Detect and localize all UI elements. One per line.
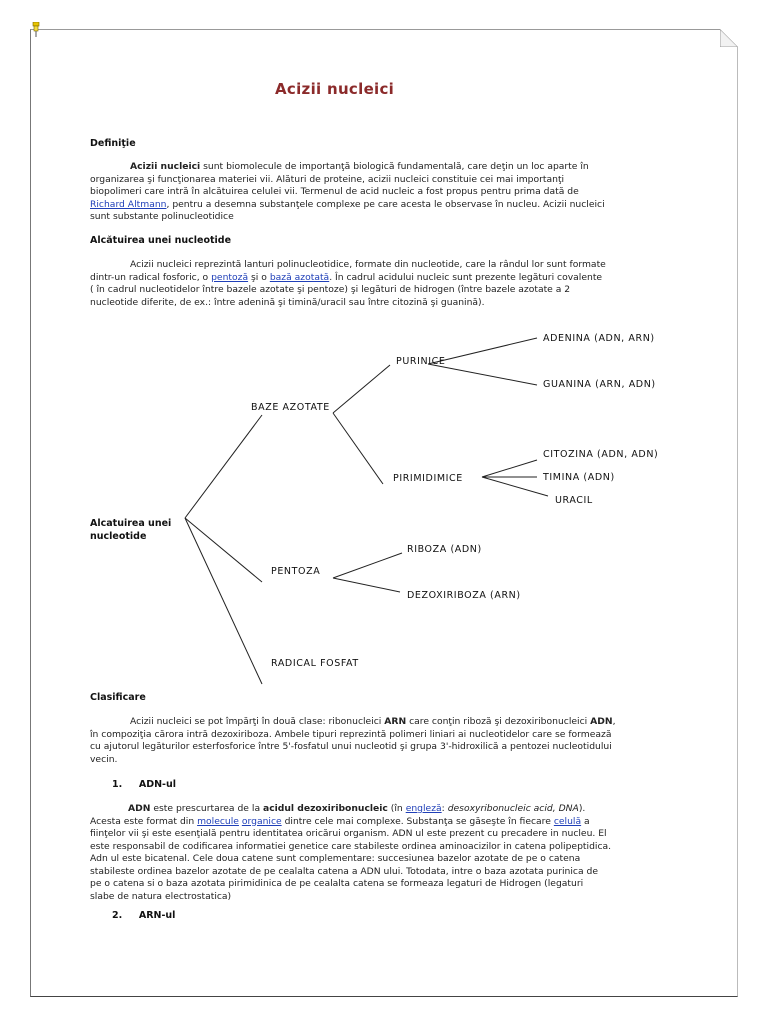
branch-purinice-guanina [428, 364, 537, 385]
node-dezoxiriboza: DEZOXIRIBOZA (ARN) [407, 590, 521, 601]
node-timina: TIMINA (ADN) [543, 472, 615, 483]
paragraph-definitie: Acizii nucleici sunt biomolecule de importanţă biologică fundamentală, care deţin un loc aparte în organizarea şi funcţionarea materiei vii. Alături de proteine, acizii nucleici constituie cei mai importanţi biopolimeri care intră în alcătuirea celulei vii. Termenul de acid nucleic a fost propus pentru prima dată de Richard Altmann, pentru a desemna substanţele complexe pe care acesta le observase în nucleu. Acizii nucleici sunt substante polinucleotidice [90, 161, 605, 222]
term-acizii-nucleici: Acizii nucleici [130, 161, 201, 172]
heading-definitie: Definiţie [90, 138, 136, 149]
branch-pirim-uracil [482, 477, 548, 496]
branch-root-pentoza [185, 518, 262, 582]
heading-adn: 1. ADN-ul [112, 779, 177, 790]
branch-pentoza-riboza [333, 553, 402, 578]
node-purinice: PURINICE [396, 356, 446, 367]
paragraph-adn: ADN este prescurtarea de la acidul dezoxiribonucleic (în engleză: desoxyribonucleic acid, DNA). Acesta este format din molecule organice dintre cele mai complexe. Substanţa se găseşte în fiecare celulă a fiinţelor vii şi este esenţială pentru identitatea oricărui organism. ADN ul este prezent cu precadere in nucleu. El este responsabil de codificarea informatiei genetice care stabileste ordinea aminoacizilor in catena polipeptidica. Adn ul este bicatenal. Cele doua catene sunt complementare: succesiunea bazelor azotate de pe o catena stabileste ordinea bazelor azotate de pe cealalta catena a ADN ului. Totodata, intre o baza azotata purinica de pe o catena si o baza azotata pirimidinica de pe cealalta catena se formeaza legaturi de Hidrogen (legaturi slabe de natura electrostatica) [90, 803, 612, 902]
branch-pirim-citozina [482, 460, 537, 477]
link-baza-azotata[interactable]: bază azotată [269, 271, 330, 283]
branch-baze-pirimidimice [333, 413, 383, 484]
node-uracil: URACIL [555, 495, 593, 506]
paragraph-clasificare: Acizii nucleici se pot împărţi în două clase: ribonucleici ARN care conţin riboză şi dezoxiribonucleici ADN, în compoziţia cărora intră dezoxiriboza. Ambele tipuri reprezintă polimeri liniari ai nucleotidelor care se formează cu ajutorul legăturilor esterfosforice între 5'-fosfatul unui nucleotid şi grupa 3'-hidroxilică a pentozei nucleotidului vecin. [90, 716, 616, 765]
link-molecule[interactable]: molecule [197, 815, 239, 827]
branch-root-radical [185, 518, 262, 684]
paragraph-alcatuire: Acizii nucleici reprezintă lanturi polinucleotidice, formate din nucleotide, care la rândul lor sunt formate dintr-un radical fosforic, o pentoză şi o bază azotată. În cadrul acidului nucleic sunt prezente legături covalente ( în cadrul nucleotidelor între bazele azotate şi pentoze) şi legături de hidrogen (între bazele azotate a 2 nucleotide diferite, de ex.: între adenină şi timină/uracil sau între citozină şi guanină). [90, 259, 606, 308]
branch-baze-purinice [333, 365, 390, 413]
link-engleza[interactable]: engleză [405, 803, 442, 814]
heading-alcatuire: Alcătuirea unei nucleotide [90, 235, 232, 246]
node-baze-azotate: BAZE AZOTATE [251, 402, 330, 413]
node-adenina: ADENINA (ADN, ARN) [543, 333, 655, 344]
heading-clasificare: Clasificare [90, 692, 146, 703]
branch-root-baze [185, 415, 262, 518]
link-celula[interactable]: celulă [553, 815, 582, 827]
heading-arn: 2. ARN-ul [112, 910, 176, 921]
branch-pentoza-dezoxiriboza [333, 578, 400, 592]
document-title: Acizii nucleici [275, 80, 395, 98]
link-pentoza[interactable]: pentoză [211, 271, 249, 283]
link-richard-altmann[interactable]: Richard Altmann [90, 198, 167, 210]
tree-root-label: Alcatuirea unei nucleotide [90, 518, 172, 542]
node-riboza: RIBOZA (ADN) [407, 544, 482, 555]
node-radical-fosfat: RADICAL FOSFAT [271, 658, 359, 669]
link-organice[interactable]: organice [241, 815, 282, 827]
node-citozina: CITOZINA (ADN, ADN) [543, 449, 659, 460]
node-pirimidimice: PIRIMIDIMICE [393, 473, 463, 484]
node-guanina: GUANINA (ARN, ADN) [543, 379, 656, 390]
node-pentoza: PENTOZA [271, 566, 321, 577]
